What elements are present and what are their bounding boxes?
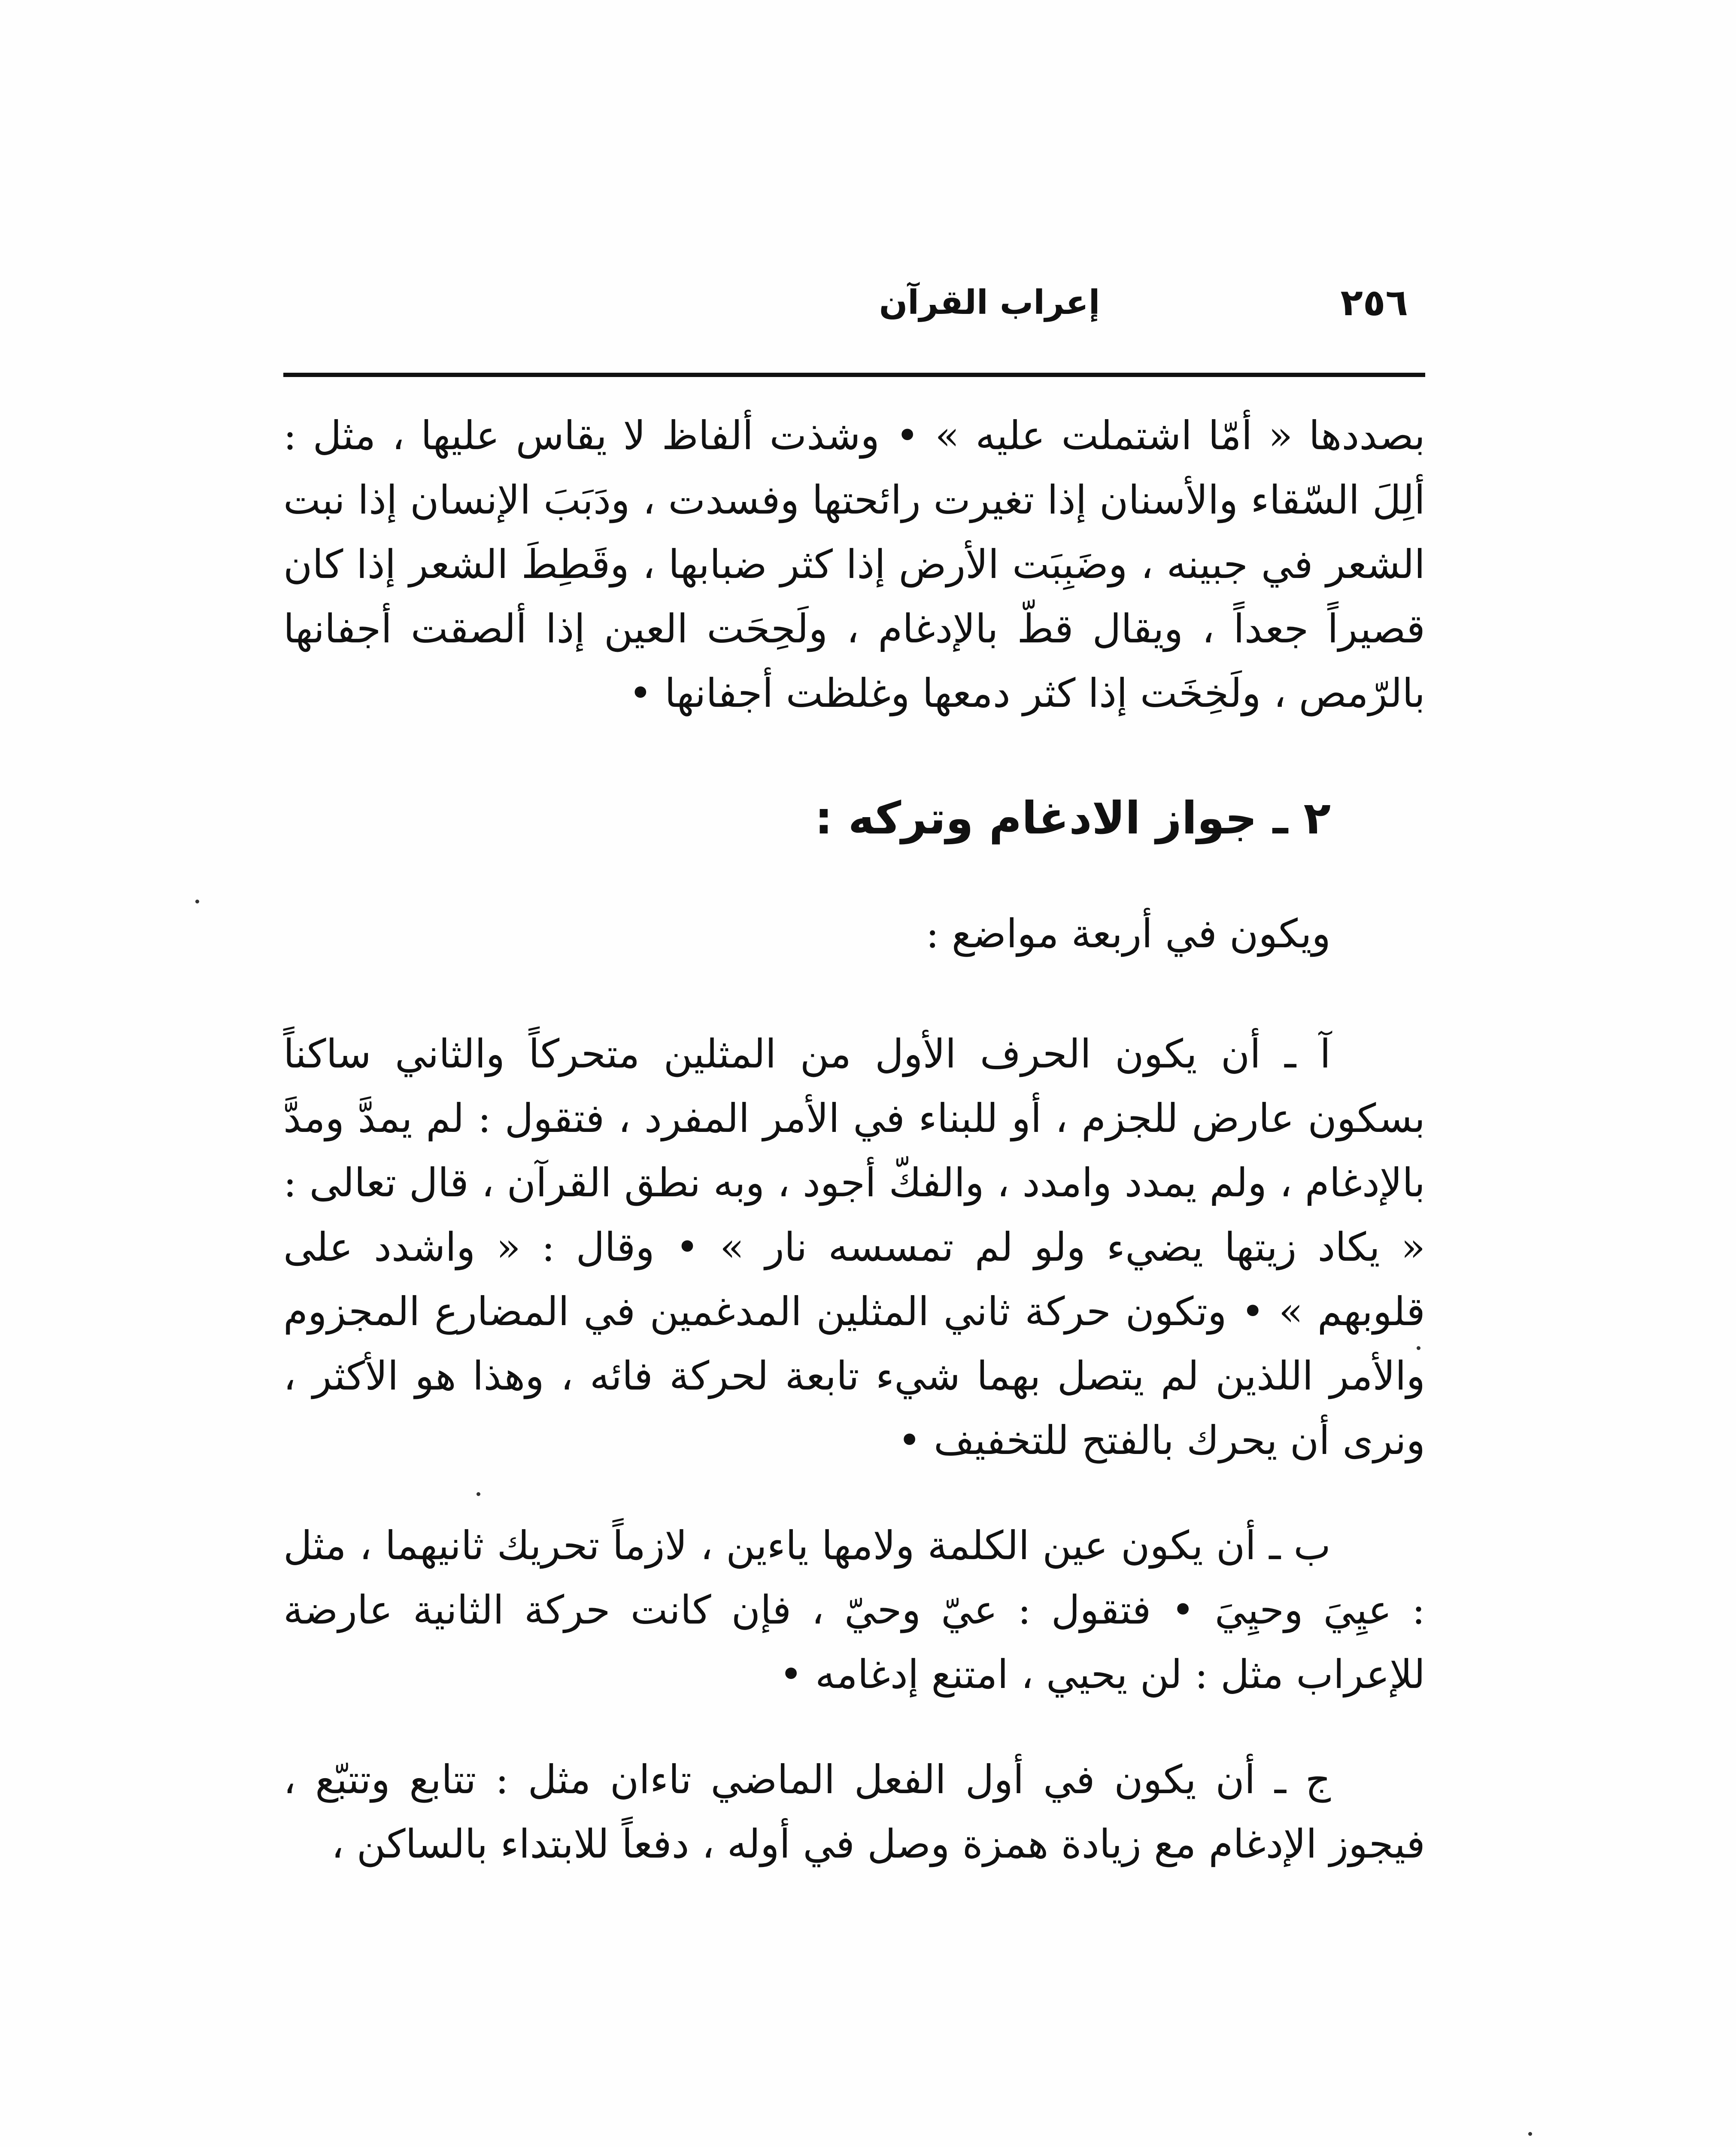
running-title: إعراب القرآن: [879, 283, 1100, 322]
scan-speck: [1417, 1346, 1420, 1350]
case-paragraph-alif: آ ـ أن يكون الحرف الأول من المثلين متحركاً والثاني ساكناً بسكون عارض للجزم ، أو للبناء في الأمر المفرد ، فتقول : لم يمدَّ ومدَّ بالإدغام ، ولم يمدد وامدد ، والفكّ أجود ، وبه نطق القرآن ، قال تعالى : « يكاد زيتها يضيء ولو لم تمسسه نار » • وقال : « واشدد على قلوبهم » • وتكون حركة ثاني المثلين المدغمين في المضارع المجزوم والأمر اللذين لم يتصل بهما شيء تابعة لحركة فائه ، وهذا هو الأكثر ، ونرى أن يحرك بالفتح للتخفيف •: [283, 1031, 1425, 1463]
section-intro: ويكون في أربعة مواضع :: [926, 911, 1331, 957]
case-paragraph-jim: ج ـ أن يكون في أول الفعل الماضي تاءان مثل : تتابع وتتبّع ، فيجوز الإدغام مع زيادة همزة وصل في أوله ، دفعاً للابتداء بالساكن ،: [283, 1757, 1425, 1867]
scan-speck: [195, 900, 199, 903]
scan-speck: [1528, 2132, 1532, 2136]
intro-paragraph: بصددها « أمّا اشتملت عليه » • وشذت ألفاظ لا يقاس عليها ، مثل : ألِلَ السّقاء والأسنان إذا تغيرت رائحتها وفسدت ، ودَبَبَ الإنسان إذا نبت الشعر في جبينه ، وضَبِبَت الأرض إذا كثر ضبابها ، وقَطِطَ الشعر إذا كان قصيراً جعداً ، ويقال قطّ بالإدغام ، ولَحِحَت العين إذا ألصقت أجفانها بالرّمص ، ولَخِخَت إذا كثر دمعها وغلظت أجفانها •: [283, 413, 1425, 716]
page-body: [283, 404, 1425, 1917]
header-rule: [283, 373, 1425, 377]
scan-speck: [476, 1492, 480, 1496]
section-heading: ٢ ـ جواز الادغام وتركه :: [814, 792, 1331, 844]
case-paragraph-ba: ب ـ أن يكون عين الكلمة ولامها ياءين ، لازماً تحريك ثانيهما ، مثل : عيِيَ وحيِيَ • فتقول : عيّ وحيّ ، فإن كانت حركة الثانية عارضة للإعراب مثل : لن يحيي ، امتنع إدغامه •: [283, 1523, 1425, 1697]
page-number: ٢٥٦: [1340, 281, 1408, 324]
page-header: [283, 266, 1425, 339]
